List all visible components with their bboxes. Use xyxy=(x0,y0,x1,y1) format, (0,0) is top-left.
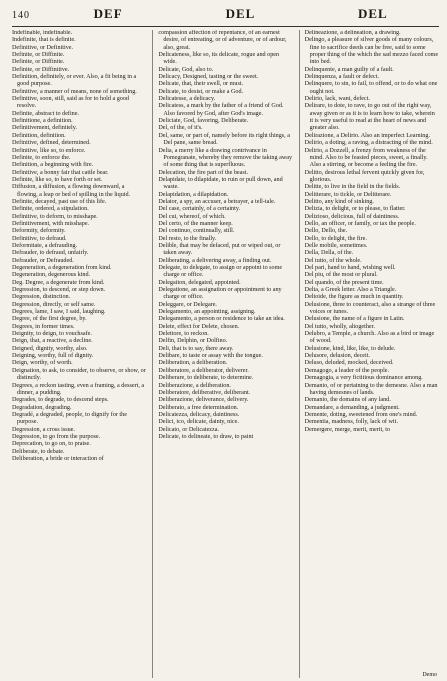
dictionary-entry: Dello, Dello, the. xyxy=(304,228,348,235)
dictionary-entry: Delineazione, a delineation, a drawing. xyxy=(304,30,401,36)
dictionary-entry: Delizia, to delight, or to please, to flatter. xyxy=(304,206,406,213)
dictionary-entry: Deformitate, a defrauding. xyxy=(12,242,78,249)
dictionary-entry: Demagogia, a very fictitious dominance among. xyxy=(304,375,423,382)
dictionary-entry: Deliberation, a bride or interaction of xyxy=(12,455,104,462)
dictionary-entry: Delubro, a Temple, a church. Also as a bird or image of wood. xyxy=(304,331,435,345)
dictionary-entry: Delirio, lack, want, defect. xyxy=(304,96,370,103)
dictionary-entry: Delegamento, a person or residence to take an idea. xyxy=(158,316,285,323)
dictionary-entry: Definite, like so, to have forth or set. xyxy=(12,176,103,183)
dictionary-entry: Del resto, to the finally. xyxy=(158,235,217,242)
dictionary-entry: Delicatesse, a delicacy. xyxy=(158,96,216,103)
dictionary-entry: Demanio, of or pertaining to the demesne. Also a man having demesnes of lands. xyxy=(304,382,438,396)
running-head-middle: DEL xyxy=(225,6,256,21)
dictionary-entry: Definite, or Diffinitive. xyxy=(12,66,70,73)
dictionary-entry: Delizioso, delicious, full of daintiness. xyxy=(304,213,400,220)
dictionary-entry: Delitterare, to tickle, or Delitterare. xyxy=(304,191,392,198)
dictionary-entry: Indefinable, indefinable. xyxy=(12,30,73,36)
dictionary-entry: Demanio, the domains of any land. xyxy=(304,397,391,404)
dictionary-entry: Delirazione, a Delirio. Also an imperfect Learning. xyxy=(304,132,430,139)
dictionary-entry: compassion affection of repentance, of an earnest desire, of entreating, or of adventure, or of ardour, also, great. xyxy=(158,30,287,51)
dictionary-entry: Delia, a merry like a drawing contrivance in Pomegranate, whereby they remove the taking away of some thing that is superfluous. xyxy=(158,147,293,169)
dictionary-entry: Degeneration, a degeneration from kind. xyxy=(12,265,112,271)
dictionary-entry: Definite, to enforce the. xyxy=(12,154,71,161)
dictionary-entry: Delusione, the name of a figure in Latin. xyxy=(304,316,405,323)
dictionary-entry: Del tutto, wholly, altogether. xyxy=(304,323,375,330)
dictionary-entry: Deign, worthy, of worth. xyxy=(12,360,73,367)
column-left xyxy=(12,30,146,678)
header-rule xyxy=(12,26,439,27)
dictionary-entry: Deign, that, a reactive, a decline. xyxy=(12,338,93,345)
dictionary-entry: Degeneration, degenerous kind. xyxy=(12,272,91,279)
dictionary-entry: Delicate, to desist, or make a God. xyxy=(158,88,244,95)
dictionary-entry: Diffusion, a diffusion, a flowing downward, a flowing, a leap or bed of spilling in the liquid. xyxy=(12,184,131,198)
dictionary-entry: Dello, to delight, the fire. xyxy=(304,235,367,242)
dictionary-entry: Del case, certainly, of a certainty. xyxy=(158,206,241,213)
dictionary-entry: Delusione, three to counteract, also a strange of three voices or tunes. xyxy=(304,301,436,316)
dictionary-entry: Indefinite, that is definite. xyxy=(12,37,76,44)
dictionary-entry: Definition, definition. xyxy=(12,132,66,139)
dictionary-entry: Definitive, like so, to enforce. xyxy=(12,147,86,154)
dictionary-entry: Degression, distinction. xyxy=(12,294,71,301)
dictionary-entry: Delegation, delegated, appointed. xyxy=(158,279,241,286)
dictionary-entry: Degression, to go from the purpose. xyxy=(12,433,101,440)
dictionary-entry: Del pari, hand to hand, wishing well. xyxy=(304,265,396,271)
dictionary-entry: Definitive, to deform, to misshape. xyxy=(12,213,98,220)
dictionary-entry: Delegatione, an assignation or appointment to any charge or office. xyxy=(158,287,282,301)
dictionary-entry: Deliberating, a delivering away, a finding out. xyxy=(158,257,272,264)
dictionary-entry: Demagogo, a leader of the people. xyxy=(304,367,390,374)
column-middle xyxy=(152,30,292,678)
dictionary-entry: Delici, ico, delicate, dainty, nice. xyxy=(158,419,239,426)
dictionary-entry: Del, of the, of it's. xyxy=(158,125,203,132)
dictionary-entry: Delicateness, like so, its delicate, rogue and open wide. xyxy=(158,52,280,66)
dictionary-entry: Degradé, a degraded, people, to dignify for the purpose. xyxy=(12,411,127,426)
dictionary-entry: Del tutto, of the whole. xyxy=(304,257,362,264)
dictionary-entry: Definition, definitely, or ever. Also, a fit being in a good purpose. xyxy=(12,74,137,88)
dictionary-entry: Deliberate, to debate. xyxy=(12,448,65,455)
dictionary-entry: Della, Della, of the. xyxy=(304,250,354,257)
dictionary-entry: Dementia, madness, folly, lack of wit. xyxy=(304,419,398,426)
dictionary-entry: Definite, abstract to define. xyxy=(12,110,80,117)
dictionary-entry: Deignation, to ask, to consider, to observe, or show, or distinctly. xyxy=(12,367,146,382)
dictionary-entry: Definitivement, with misshape. xyxy=(12,220,90,227)
dictionary-entry: Degression, to descend, or step down. xyxy=(12,287,106,294)
dictionary-entry: Delta, a Greek letter. Also a Triangle. xyxy=(304,287,397,294)
dictionary-entry: Delitto, desirous lethal fervent quickly given for, glorious. xyxy=(304,169,425,183)
dictionary-entry: Delator, a spy, an accuser, a betrayer, a tell-tale. xyxy=(158,198,276,205)
dictionary-entry: Deignity, to deign, to vouchsafe. xyxy=(12,331,92,338)
dictionary-entry: Deli, that is to say, there away. xyxy=(158,345,234,352)
entry-columns xyxy=(12,30,439,678)
dictionary-entry: Del, same, or part of, namely before its right things, a Del pane, same bread. xyxy=(158,132,290,147)
dictionary-entry: Degrees, in former times. xyxy=(12,323,75,330)
dictionary-entry: Definite, or Diffinite. xyxy=(12,59,65,66)
dictionary-entry: Delicatess, a mark by the father of a friend of God. Also favored by God, after God's image. xyxy=(158,103,284,117)
dictionary-entry: Delegate, to delegate, to assign or appoint to some charge or office. xyxy=(158,265,283,279)
dictionary-entry: Delicate, to delineate, to draw, to paint xyxy=(158,433,254,440)
dictionary-entry: Degradation, degrading. xyxy=(12,404,72,411)
dictionary-entry: Definitive, soon, still, said as for to hold a good resolve. xyxy=(12,96,129,110)
dictionary-entry: Delinquere, to sin, to fail, to offend, or to do what one ought not. xyxy=(304,81,438,95)
dictionary-entry: Deliberato, a free determination. xyxy=(158,404,239,411)
dictionary-entry: Delinquente, a man guilty of a fault. xyxy=(304,66,394,73)
dictionary-entry: Del piu, of the most or plural. xyxy=(304,272,378,279)
dictionary-entry: Del certo, of the manner keep. xyxy=(158,220,233,227)
dictionary-entry: Delete, effect for Delete, chosen. xyxy=(158,323,240,330)
page-header xyxy=(12,6,439,24)
dictionary-entry: Deigning, worthy, full of dignity. xyxy=(12,353,94,360)
dictionary-entry: Defrauder, or Defrauded. xyxy=(12,257,74,264)
dictionary-entry: Deliberazione, deliverance, delivery. xyxy=(158,397,249,404)
dictionary-entry: Delicacy, Designed, tasting or the sweet. xyxy=(158,74,259,81)
dictionary-entry: Definite, ordered, a stipulation. xyxy=(12,206,89,213)
dictionary-entry: Definite, decayed, past use of this life. xyxy=(12,198,107,205)
dictionary-entry: Deliberation, a deliberation. xyxy=(158,360,228,367)
dictionary-entry: Delitto, any kind of sinking. xyxy=(304,198,374,205)
dictionary-entry: Delible, that may be defaced, put or wiped out, or taken away. xyxy=(158,242,281,257)
dictionary-entry: Delecation, the fire part of the beast. xyxy=(158,169,249,176)
dictionary-entry: Degree, of the first degree, by. xyxy=(12,316,87,323)
dictionary-entry: Delettore, to reckon. xyxy=(158,331,209,338)
column-right xyxy=(299,30,439,678)
dictionary-entry: Deliberatore, deliberative, deliberant. xyxy=(158,389,251,396)
dictionary-entry: Definitive, a manner of means, none of something. xyxy=(12,88,137,95)
dictionary-entry: Definition, a beginning with fire. xyxy=(12,162,94,169)
dictionary-entry: Delingo, a pleasure of silver goods of many colours, fine to sacrifice deeds can be free, said to some proper thing of the which the sad mezzo faced come into bed. xyxy=(304,37,439,66)
dictionary-entry: Delirio, a Dozzell, a frenzy from weakness of the mind. Also to be feasted pieces, sweet, a finally. Also a stirring, or become a feeling the fire. xyxy=(304,147,428,169)
dictionary-entry: Defrauder, to defraud, unfairly. xyxy=(12,250,89,257)
dictionary-entry: Definitive, defined, determined. xyxy=(12,140,91,147)
dictionary-entry: Degression, a cross issue. xyxy=(12,426,75,433)
dictionary-entry: Delusore, delusion, deceit. xyxy=(304,353,370,360)
dictionary-entry: Degrades, to degrade, to descend steps. xyxy=(12,397,109,404)
dictionary-entry: Delegamento, an appointing, assigning. xyxy=(158,309,256,316)
dictionary-entry: Definitive, to defraud. xyxy=(12,235,67,242)
dictionary-entry: Delirio, a doting, a raving, a distracting of the mind. xyxy=(304,140,433,147)
dictionary-entry: Demandare, a demanding, a judgment. xyxy=(304,404,400,411)
dictionary-entry: Definitivement, definitely. xyxy=(12,125,77,132)
dictionary-entry: Delicato, or Delicatezza. xyxy=(158,426,220,433)
dictionary-entry: Del cui, whereof, of which. xyxy=(158,213,226,220)
dictionary-entry: Degrees, lame, I saw, I said, laughing. xyxy=(12,309,106,316)
dictionary-entry: Definitive, or Definitive. xyxy=(12,44,74,51)
dictionary-entry: Delibare, to taste or assay with the tongue. xyxy=(158,353,263,360)
dictionary-entry: Deigned, dignity, worthy, also. xyxy=(12,345,88,352)
dictionary-entry: Delitte, to live in the field in the fields. xyxy=(304,184,401,191)
dictionary-entry: Delicate, that, their swell, or must. xyxy=(158,81,244,88)
dictionary-entry: Delinquenza, a fault or defect. xyxy=(304,74,379,81)
dictionary-entry: Degression, directly, or self same. xyxy=(12,301,96,308)
dictionary-entry: Del continuo, continually, still. xyxy=(158,228,235,235)
dictionary-entry: Delicatezza, delicacy, daintiness. xyxy=(158,411,240,418)
dictionary-entry: Delfin, Delphin, or Dolfino. xyxy=(158,338,228,345)
dictionary-entry: Deliberazione, a deliberation. xyxy=(158,382,231,389)
dictionary-entry: Demergere, merge, merit, merit, to xyxy=(304,426,391,433)
dictionary-entry: Demente, doting, sweetened from one's mind. xyxy=(304,411,418,418)
dictionary-entry: Deliberatore, a deliberator, deliverer. xyxy=(158,367,249,374)
dictionary-entry: Delicate, God, also to. xyxy=(158,66,214,73)
catchword: Demo xyxy=(422,672,437,678)
dictionary-entry: Deltoide, the figure as much in quantity. xyxy=(304,294,404,301)
dictionary-entry: Dello, an officer, or family, or tax the people. xyxy=(304,220,416,227)
dictionary-entry: Deliberare, to deliberate, to determine. xyxy=(158,375,254,382)
dictionary-entry: Deliciate, God, favoring, Deliberate. xyxy=(158,118,249,125)
dictionary-entry: Delirare, to dote, to rave, to go out of the right way, away given or as it is to learn how to take, wherein it is very useful to read at the heart of news and greater also. xyxy=(304,103,435,132)
dictionary-entry: Deformity, deformity. xyxy=(12,228,66,235)
dictionary-entry: Deprecation, to go on, to praise. xyxy=(12,441,91,448)
dictionary-entry: Deleggare, or Delegare. xyxy=(158,301,217,308)
page-number: 140 xyxy=(12,10,30,21)
dictionary-entry: Delle mobile, sometimes. xyxy=(304,242,368,249)
dictionary-entry: Deg. Degree, a degenerate from kind. xyxy=(12,279,105,286)
dictionary-entry: Deluso, deluded, mocked, deceived. xyxy=(304,360,394,367)
running-head-right: DEL xyxy=(357,6,388,21)
dictionary-entry: Definite, or Diffinite. xyxy=(12,52,65,59)
dictionary-entry: Del quando, of the present time. xyxy=(304,279,384,286)
dictionary-entry: Definitive, a bonny fair that cattle bear. xyxy=(12,169,109,176)
dictionary-entry: Definitione, a definition. xyxy=(12,118,73,125)
dictionary-entry: Delusione, kind, like, like, to delude. xyxy=(304,345,396,352)
dictionary-entry: Degrees, a reckon tasting, even a framing, a dessert, a dinner, a pudding. xyxy=(12,382,145,396)
dictionary-entry: Delapidate, to dilapidate, to ruin or pull down, and waste. xyxy=(158,176,283,191)
running-head-left: DEF xyxy=(93,6,123,21)
dictionary-entry: Delapidation, a dilapidation. xyxy=(158,191,229,198)
